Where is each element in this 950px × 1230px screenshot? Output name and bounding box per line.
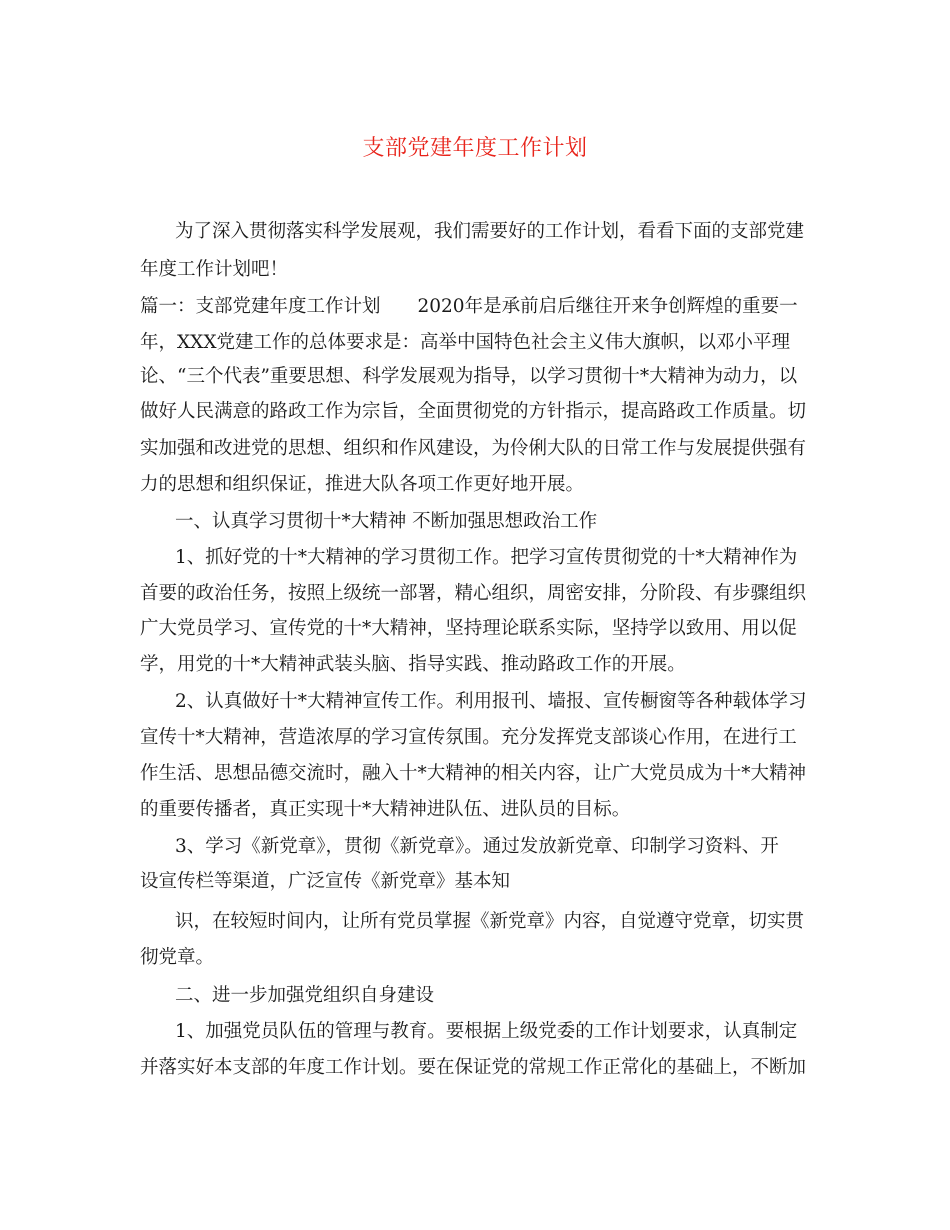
text-line: 实加强和改进党的思想、组织和作风建设，为伶俐大队的日常工作与发展提供强有 bbox=[140, 438, 807, 459]
section-heading: 一、认真学习贯彻十*大精神 不断加强思想政治工作 bbox=[175, 511, 598, 532]
text-line: 年度工作计划吧！ bbox=[140, 259, 289, 280]
text-line: 2、认真做好十*大精神宣传工作。利用报刊、墙报、宣传橱窗等各种载体学习 bbox=[175, 691, 807, 712]
text-line: 广大党员学习、宣传党的十*大精神，坚持理论联系实际，坚持学以致用、用以促 bbox=[140, 618, 797, 639]
text-line: 论、“三个代表”重要思想、科学发展观为指导，以学习贯彻十*大精神为动力，以 bbox=[140, 366, 798, 387]
text-line: 为了深入贯彻落实科学发展观，我们需要好的工作计划，看看下面的支部党建 bbox=[175, 221, 805, 242]
document-title: 支部党建年度工作计划 bbox=[362, 136, 588, 161]
text-line: 3、学习《新党章》，贯彻《新党章》。通过发放新党章、印制学习资料、开 bbox=[175, 836, 779, 857]
text-line: 宣传十*大精神，营造浓厚的学习宣传氛围。充分发挥党支部谈心作用，在进行工 bbox=[140, 727, 797, 748]
text-line: 年，XXX党建工作的总体要求是：高举中国特色社会主义伟大旗帜，以邓小平理 bbox=[140, 332, 791, 353]
text-line: 识，在较短时间内，让所有党员掌握《新党章》内容，自觉遵守党章，切实贯 bbox=[175, 911, 805, 932]
text-line: 1、加强党员队伍的管理与教育。要根据上级党委的工作计划要求，认真制定 bbox=[175, 1021, 798, 1042]
text-line: 力的思想和组织保证，推进大队各项工作更好地开展。 bbox=[140, 474, 585, 495]
text-line: 彻党章。 bbox=[140, 947, 215, 968]
section-heading: 二、进一步加强党组织自身建设 bbox=[175, 985, 435, 1006]
text-line: 1、抓好党的十*大精神的学习贯彻工作。把学习宣传贯彻党的十*大精神作为 bbox=[175, 547, 798, 568]
text-line: 设宣传栏等渠道，广泛宣传《新党章》基本知 bbox=[140, 871, 511, 892]
text-line: 学，用党的十*大精神武装头脑、指导实践、推动路政工作的开展。 bbox=[140, 654, 686, 675]
text-line: 并落实好本支部的年度工作计划。要在保证党的常规工作正常化的基础上，不断加 bbox=[140, 1057, 807, 1078]
text-line: 作生活、思想品德交流时，融入十*大精神的相关内容，让广大党员成为十*大精神 bbox=[140, 763, 807, 784]
text-line: 首要的政治任务，按照上级统一部署，精心组织，周密安排，分阶段、有步骤组织 bbox=[140, 583, 807, 604]
text-line: 的重要传播者，真正实现十*大精神进队伍、进队员的目标。 bbox=[140, 799, 631, 820]
text-line: 篇一：支部党建年度工作计划 2020年是承前启后继往开来争创辉煌的重要一 bbox=[140, 296, 798, 317]
text-line: 做好人民满意的路政工作为宗旨，全面贯彻党的方针指示，提高路政工作质量。切 bbox=[140, 401, 807, 422]
